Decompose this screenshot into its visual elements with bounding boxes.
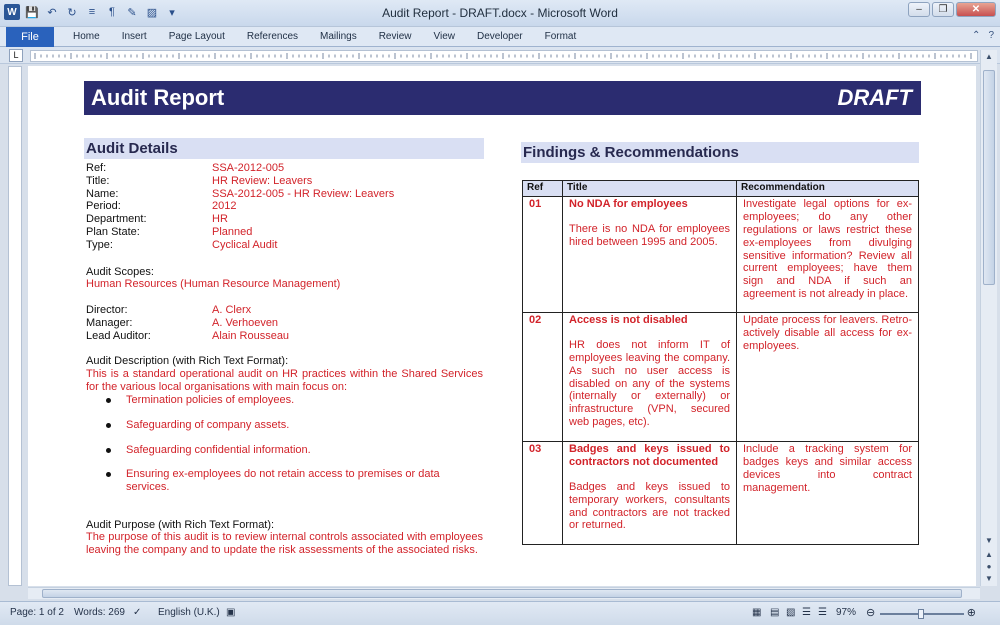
detail-row: Title: HR Review: Leavers — [86, 174, 313, 187]
tab-selector-icon[interactable]: L — [9, 49, 23, 62]
bullet-item: Safeguarding confidential information. — [106, 444, 486, 457]
finding-title-cell — [563, 441, 737, 544]
description-text: This is a standard operational audit on HR practices within the Shared Services for the various local organisations with main focus on: — [86, 368, 483, 393]
zoom-slider[interactable] — [866, 609, 976, 619]
bullet-item: Ensuring ex-employees do not retain access to premises or data services. — [106, 468, 486, 494]
detail-row: Department: HR — [86, 213, 228, 226]
horizontal-scrollbar[interactable] — [28, 587, 980, 599]
tab-insert[interactable]: Insert — [121, 31, 147, 42]
ribbon-tabs — [0, 27, 1000, 47]
next-page-icon[interactable]: ▼ — [985, 574, 993, 583]
focus-bullets — [106, 394, 486, 506]
findings-table — [522, 180, 919, 545]
zoom-level[interactable]: 97% — [836, 607, 857, 618]
browse-object-icon[interactable]: ● — [986, 562, 992, 571]
scroll-up-icon[interactable]: ▲ — [985, 52, 993, 61]
tab-developer[interactable]: Developer — [477, 31, 523, 42]
finding-ref: 01 — [523, 196, 563, 312]
minimize-ribbon-icon[interactable]: ⌃ — [972, 30, 981, 41]
finding-rec: Investigate legal options for ex-employees; do any other regulations or laws restrict these ex-employees from divulging sensitive information? Review all current employees; have them sign and NDA if such an agreement is not already in place. — [737, 196, 919, 312]
purpose-label: Audit Purpose (with Rich Text Format): — [86, 519, 275, 531]
format-painter-icon[interactable]: ▨ — [146, 6, 158, 19]
person-row: Manager: A. Verhoeven — [86, 316, 279, 329]
details-list — [86, 162, 394, 252]
finding-desc: Badges and keys issued to temporary workers, consultants and contractors are not tracked or returned. — [569, 480, 730, 532]
tab-page-layout[interactable]: Page Layout — [168, 31, 225, 42]
edit-icon[interactable]: ✎ — [127, 6, 137, 19]
scopes-value: Human Resources (Human Resource Management) — [86, 278, 341, 290]
undo-icon[interactable]: ↶ — [47, 6, 57, 19]
finding-title: Badges and keys issued to contractors not documented — [569, 442, 730, 468]
draft-view-icon[interactable]: ☰ — [818, 607, 827, 618]
horizontal-scroll-thumb[interactable] — [42, 589, 962, 598]
description-label: Audit Description (with Rich Text Format): — [86, 355, 289, 367]
findings-heading: Findings & Recommendations — [521, 142, 919, 163]
minimize-icon[interactable]: – — [908, 2, 930, 17]
tab-home[interactable]: Home — [73, 31, 100, 42]
tab-references[interactable]: References — [246, 31, 299, 42]
tab-review[interactable]: Review — [378, 31, 412, 42]
finding-rec: Update process for leavers. Retro-actively disable all access for ex-employees. — [737, 312, 919, 441]
previous-page-icon[interactable]: ▲ — [985, 550, 993, 559]
finding-title-cell — [563, 312, 737, 441]
zoom-in-icon[interactable]: ⊕ — [966, 607, 976, 619]
table-header-row — [523, 181, 919, 197]
finding-title-cell — [563, 196, 737, 312]
detail-row: Plan State: Planned — [86, 225, 253, 238]
window-title: Audit Report - DRAFT.docx - Microsoft Word — [382, 6, 618, 20]
zoom-out-icon[interactable]: ⊖ — [866, 607, 876, 619]
window-controls — [908, 2, 996, 17]
people-list — [86, 304, 289, 342]
table-row — [523, 196, 919, 312]
vertical-scroll-thumb[interactable] — [983, 70, 995, 285]
header-ref: Ref — [523, 181, 563, 197]
scopes-label: Audit Scopes: — [86, 266, 154, 278]
file-tab[interactable]: File — [6, 27, 54, 47]
ruler-row — [0, 47, 1000, 64]
horizontal-ruler[interactable] — [30, 50, 978, 62]
report-header — [84, 81, 921, 115]
print-layout-icon[interactable]: ▦ — [752, 607, 762, 618]
detail-row: Name: SSA-2012-005 - HR Review: Leavers — [86, 187, 395, 200]
restore-icon[interactable]: ❐ — [932, 2, 954, 17]
redo-icon[interactable]: ↻ — [67, 6, 77, 19]
outline-icon[interactable]: ☰ — [802, 607, 811, 618]
customize-qat-icon[interactable]: ▾ — [169, 6, 175, 19]
vertical-ruler[interactable] — [8, 66, 22, 586]
finding-desc: There is no NDA for employees hired between 1995 and 2005. — [569, 222, 730, 248]
ruler-ticks — [31, 51, 977, 61]
detail-row: Ref: SSA-2012-005 — [86, 162, 285, 174]
tab-format[interactable]: Format — [544, 31, 577, 42]
table-row — [523, 441, 919, 544]
web-layout-icon[interactable]: ▧ — [786, 607, 796, 618]
draft-label: DRAFT — [837, 85, 912, 110]
vertical-scrollbar[interactable] — [980, 50, 997, 586]
bullet-item: Termination policies of employees. — [106, 394, 486, 407]
finding-desc: HR does not inform IT of employees leaving the company. As such no user access is disabled on any of the systems (internally or externally) or infrastructure (VPN, secured web pages, etc). — [569, 338, 730, 429]
word-count[interactable]: Words: 269 — [74, 607, 125, 618]
bullet-item: Safeguarding of company assets. — [106, 419, 486, 432]
title-bar — [0, 0, 1000, 27]
document-page[interactable] — [28, 66, 976, 586]
header-title: Title — [563, 181, 737, 197]
scroll-down-icon[interactable]: ▼ — [985, 536, 993, 545]
detail-row: Period: 2012 — [86, 200, 237, 213]
ribbon-right-controls — [972, 30, 994, 41]
macro-icon[interactable]: ▣ — [226, 607, 236, 618]
table-row — [523, 312, 919, 441]
paragraph-mark-icon[interactable]: ¶ — [109, 6, 115, 18]
finding-title: No NDA for employees — [569, 197, 688, 210]
person-row: Lead Auditor: Alain Rousseau — [86, 329, 290, 342]
finding-rec: Include a tracking system for badges keys and similar access devices into contract management. — [737, 441, 919, 544]
help-icon[interactable]: ? — [988, 30, 994, 41]
header-recommendation: Recommendation — [737, 181, 919, 197]
word-logo-icon[interactable]: W — [4, 4, 20, 20]
language-label[interactable]: English (U.K.) — [158, 607, 220, 618]
page-count[interactable]: Page: 1 of 2 — [10, 607, 64, 618]
finding-ref: 02 — [523, 312, 563, 441]
purpose-text: The purpose of this audit is to review internal controls associated with employees leaving the company and to update the risk assessments of the associated risks. — [86, 531, 483, 556]
report-title: Audit Report — [91, 85, 225, 110]
save-icon[interactable]: 💾 — [25, 6, 39, 19]
full-screen-reading-icon[interactable]: ▤ — [770, 607, 780, 618]
tab-view[interactable]: View — [433, 31, 455, 42]
tab-mailings[interactable]: Mailings — [320, 31, 357, 42]
audit-details-heading: Audit Details — [84, 138, 484, 159]
finding-title: Access is not disabled — [569, 313, 688, 326]
bullets-icon[interactable]: ≡ — [88, 6, 96, 18]
status-bar — [0, 601, 1000, 625]
finding-ref: 03 — [523, 441, 563, 544]
close-icon[interactable]: ✕ — [956, 2, 996, 17]
detail-row: Type: Cyclical Audit — [86, 238, 278, 251]
person-row: Director: A. Clerx — [86, 304, 252, 316]
zoom-knob[interactable] — [918, 609, 924, 619]
proofing-icon[interactable]: ✓ — [133, 607, 142, 618]
